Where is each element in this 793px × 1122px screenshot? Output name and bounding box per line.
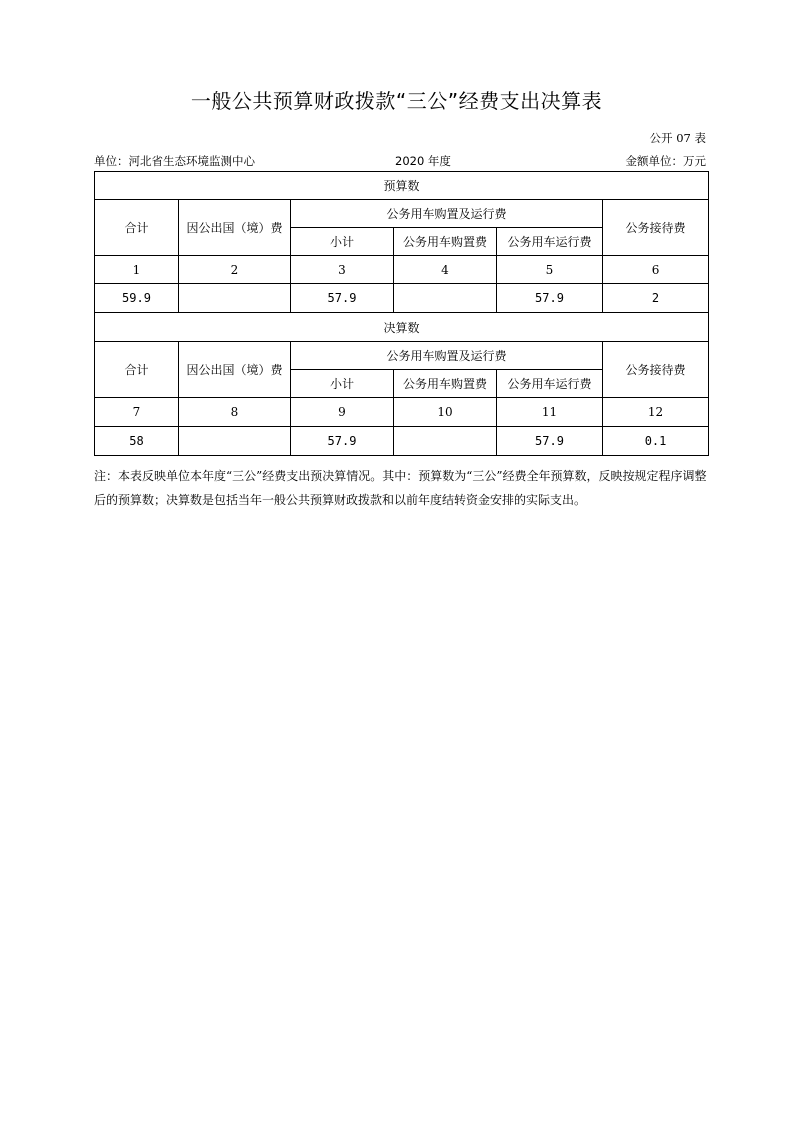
- footnote: 注：本表反映单位本年度“三公”经费支出预决算情况。其中：预算数为“三公”经费全年预算数，反映按规定程序调整后的预算数；决算数是包括当年一般公共预算财政拨款和以前年度结转资金安排的实际支出。: [94, 469, 707, 507]
- index-cell: 9: [291, 398, 394, 427]
- meta-row: [94, 153, 706, 169]
- index-cell: 5: [497, 256, 603, 284]
- final-section-row: [95, 313, 709, 342]
- budget-value-row: [95, 284, 709, 313]
- budget-header-row-1: [95, 200, 709, 228]
- reporting-unit: 单位：河北省生态环境监测中心: [94, 154, 255, 168]
- value-cell: 57.9: [497, 427, 603, 456]
- header-vehicle-purchase: 公务用车购置费: [394, 370, 497, 398]
- value-cell: 58: [95, 427, 179, 456]
- header-reception: 公务接待费: [603, 342, 709, 398]
- header-subtotal: 小计: [291, 370, 394, 398]
- currency-unit: 金额单位：万元: [625, 154, 706, 168]
- index-cell: 10: [394, 398, 497, 427]
- header-total: 合计: [95, 200, 179, 256]
- value-cell: 59.9: [95, 284, 179, 313]
- index-cell: 3: [291, 256, 394, 284]
- final-section-title: 决算数: [95, 313, 709, 342]
- index-cell: 7: [95, 398, 179, 427]
- header-vehicle-operation: 公务用车运行费: [497, 370, 603, 398]
- final-value-row: [95, 427, 709, 456]
- index-cell: 8: [179, 398, 291, 427]
- header-subtotal: 小计: [291, 228, 394, 256]
- header-vehicle: 公务用车购置及运行费: [291, 342, 603, 370]
- value-cell: [179, 427, 291, 456]
- header-vehicle-purchase: 公务用车购置费: [394, 228, 497, 256]
- header-reception: 公务接待费: [603, 200, 709, 256]
- budget-section-title: 预算数: [95, 172, 709, 200]
- header-total: 合计: [95, 342, 179, 398]
- expense-table: [94, 171, 709, 456]
- value-cell: [394, 284, 497, 313]
- value-cell: 57.9: [291, 284, 394, 313]
- final-index-row: [95, 398, 709, 427]
- index-cell: 12: [603, 398, 709, 427]
- index-cell: 4: [394, 256, 497, 284]
- fiscal-year: 2020 年度: [395, 154, 451, 168]
- value-cell: 0.1: [603, 427, 709, 456]
- index-cell: 2: [179, 256, 291, 284]
- value-cell: [179, 284, 291, 313]
- header-vehicle: 公务用车购置及运行费: [291, 200, 603, 228]
- budget-index-row: [95, 256, 709, 284]
- header-vehicle-operation: 公务用车运行费: [497, 228, 603, 256]
- form-number: 公开 07 表: [649, 131, 706, 145]
- final-header-row-1: [95, 342, 709, 370]
- index-cell: 11: [497, 398, 603, 427]
- value-cell: 57.9: [291, 427, 394, 456]
- index-cell: 1: [95, 256, 179, 284]
- budget-section-row: [95, 172, 709, 200]
- value-cell: [394, 427, 497, 456]
- index-cell: 6: [603, 256, 709, 284]
- page-title: 一般公共预算财政拨款“三公”经费支出决算表: [190, 89, 603, 113]
- value-cell: 57.9: [497, 284, 603, 313]
- header-abroad: 因公出国（境）费: [179, 200, 291, 256]
- header-abroad: 因公出国（境）费: [179, 342, 291, 398]
- value-cell: 2: [603, 284, 709, 313]
